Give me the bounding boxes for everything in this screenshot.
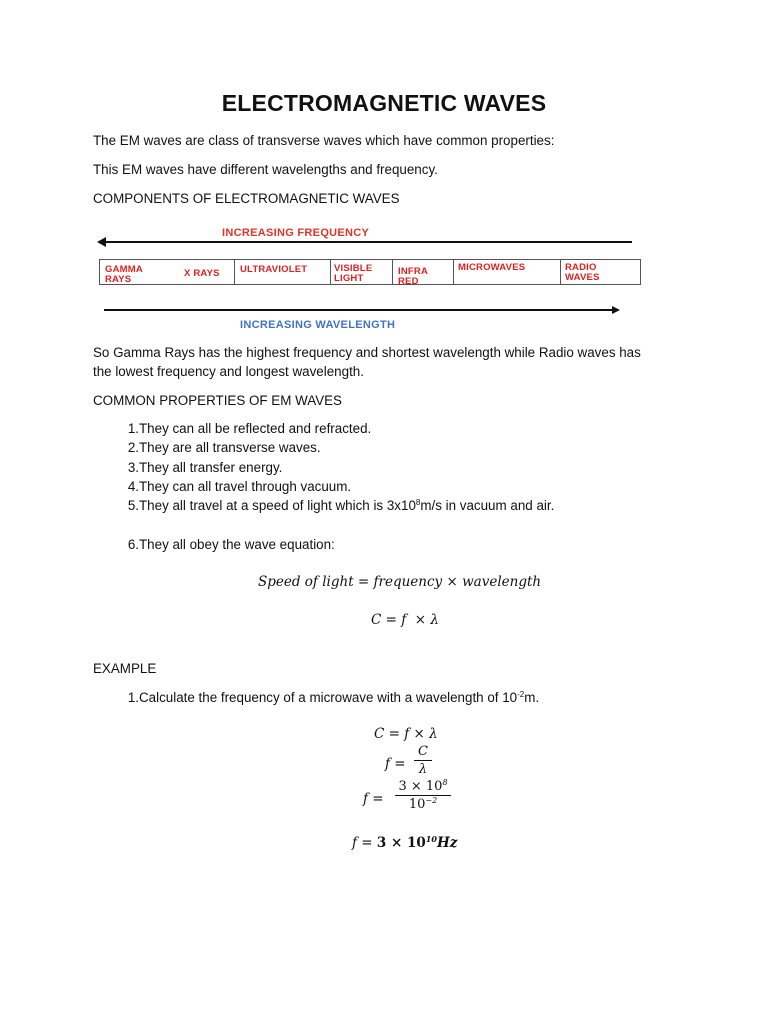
list-text: They are all transverse waves. [139,440,321,455]
band-infra-line1: INFRA [398,266,429,277]
right-arrow-head-icon [612,306,620,314]
band-microwaves [458,263,525,273]
eq-lhs: Speed of light [258,574,354,590]
band-divider [234,260,235,284]
answer-unit: Hz [436,835,458,851]
band-radio-line2: WAVES [565,272,600,283]
band-gamma-line2: RAYS [105,274,132,285]
band-micro-line1: MICROWAVES [458,262,526,273]
symbol-equation: C = f × λ [371,612,439,628]
solution-step-3-fraction [395,779,451,812]
exponent: 10 [425,834,437,844]
list-number: 1. [127,421,139,436]
band-gamma-rays [105,265,143,285]
band-infra-line2: RED [398,276,419,287]
components-heading: COMPONENTS OF ELECTROMAGNETIC WAVES [93,191,400,206]
band-x-rays [184,269,220,279]
example-heading: EXAMPLE [93,661,157,676]
fraction-numerator: C [418,744,428,759]
intro-line-1: The EM waves are class of transverse waves which have common properties: [93,133,555,148]
exponent: -2 [517,690,525,699]
word-equation [258,574,541,590]
page-title: ELECTROMAGNETIC WAVES [221,90,547,116]
solution-step-1: C = f × λ [374,726,438,742]
increasing-wavelength-label: INCREASING WAVELENGTH [240,319,396,331]
list-number: 6. [127,537,139,552]
band-ultraviolet [240,265,307,275]
answer-lhs: f = [352,835,377,851]
question-part: Calculate the frequency of a microwave with a wavelength of 10 [139,690,518,705]
solution-step-2-fraction [414,744,432,777]
band-gamma-line1: GAMMA [105,264,143,275]
list-text: They can all travel through vacuum. [139,479,352,494]
band-visible-line2: LIGHT [334,273,364,284]
list-number: 2. [127,440,139,455]
exponent: 8 [415,498,421,507]
list-item [93,535,335,554]
fraction-denominator [395,797,451,812]
intro-line-2: This EM waves have different wavelengths and frequency. [93,162,438,177]
list-text: They all obey the wave equation: [139,537,335,552]
summary-line-2: the lowest frequency and longest wavelength. [93,364,364,379]
exponent: −2 [425,796,438,805]
list-item [93,477,352,496]
band-divider [453,260,454,284]
band-visible-line1: VISIBLE [334,263,373,274]
question-part: m. [524,690,540,705]
eq-frequency: frequency [373,574,443,590]
band-xrays-line1: X RAYS [184,268,220,279]
band-divider [560,260,561,284]
list-number: 4. [127,479,139,494]
denominator-base: 10 [408,797,426,812]
band-visible-light [334,264,372,284]
wavelength-arrow-line [104,309,613,311]
band-radio-line1: RADIO [565,262,597,273]
numerator-base: 3 × 10 [398,779,443,794]
example-question [93,688,540,707]
eq-sign: = [353,574,374,590]
list-item [93,419,372,438]
list-text: They can all be reflected and refracted. [139,421,372,436]
frequency-arrow-line [104,241,632,243]
eq-times: × [442,574,463,590]
list-number: 5. [127,498,139,513]
list-item [93,458,283,477]
band-divider [392,260,393,284]
list-text-part: They all travel at a speed of light which is 3x10 [139,498,416,513]
list-text [139,688,539,707]
answer-base: 3 × 10 [376,835,426,851]
fraction-denominator: λ [418,762,428,777]
solution-step-3-lhs: f = [363,791,384,807]
band-radio-waves [565,263,600,283]
fraction-numerator [395,779,451,794]
fraction-bar [414,760,432,761]
solution-answer [352,835,457,851]
summary-line-1: So Gamma Rays has the highest frequency and shortest wavelength while Radio waves has [93,345,641,360]
list-item [93,438,321,457]
list-number: 3. [127,460,139,475]
increasing-frequency-label: INCREASING FREQUENCY [222,227,370,239]
list-text-part: m/s in vacuum and air. [420,498,555,513]
list-item [93,496,555,515]
band-divider [330,260,331,284]
solution-step-2-lhs: f = [385,756,406,772]
fraction-bar [395,795,451,796]
eq-wavelength: wavelength [462,574,542,590]
band-infra-red [398,267,428,287]
list-text: They all transfer energy. [139,460,283,475]
properties-heading: COMMON PROPERTIES OF EM WAVES [93,393,342,408]
band-uv-line1: ULTRAVIOLET [240,264,308,275]
exponent: 8 [442,778,448,787]
list-text [139,496,554,515]
list-number: 1. [127,690,139,705]
